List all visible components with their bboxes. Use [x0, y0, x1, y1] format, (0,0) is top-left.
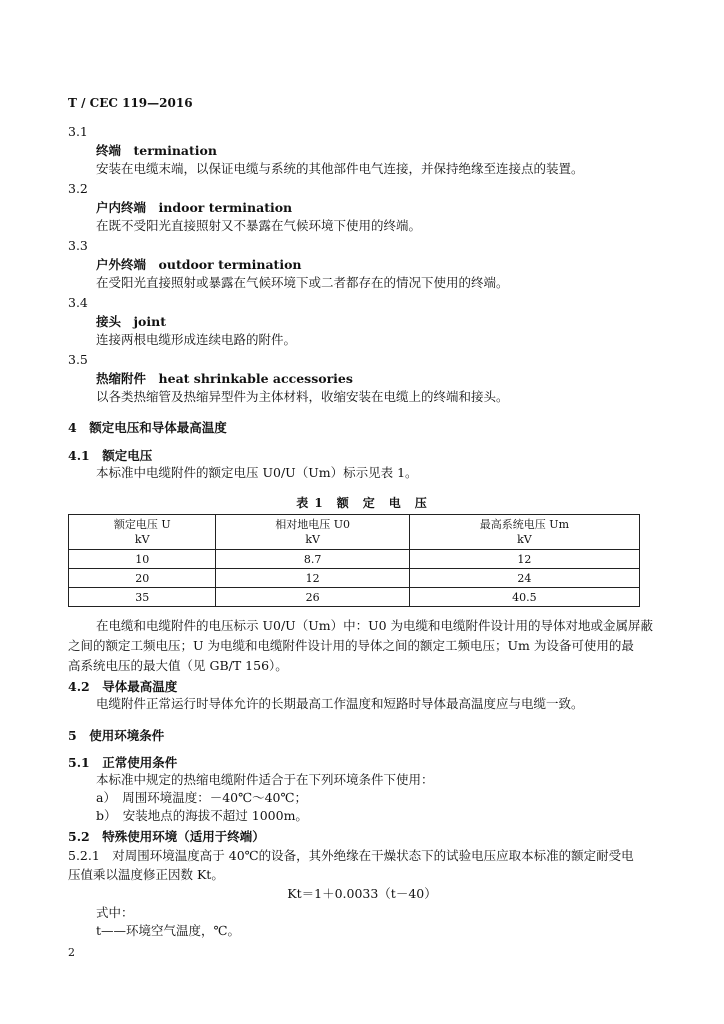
table-row	[69, 588, 640, 607]
term-title	[96, 313, 166, 331]
term-title	[96, 370, 353, 388]
table-cell: 20	[69, 569, 216, 588]
term-en: heat shrinkable accessories	[158, 371, 353, 386]
term-title	[96, 142, 217, 160]
term-number: 3.5	[68, 352, 88, 367]
term-cn: 终端	[96, 143, 122, 158]
header-line: 额定电压 U	[113, 518, 171, 531]
section-4-2-text: 电缆附件正常运行时导体允许的长期最高工作温度和短路时导体最高温度应与电缆一致。	[96, 696, 584, 711]
term-definition: 以各类热缩管及热缩异型件为主体材料，收缩安装在电缆上的终端和接头。	[96, 389, 509, 404]
table-note-line: 之间的额定工频电压；U 为电缆和电缆附件设计用的导体之间的额定工频电压；Um 为设备可使用的最	[68, 638, 634, 653]
table-header-row	[69, 515, 640, 550]
list-label: a）	[96, 790, 110, 805]
section-4-2-title: 4.2 导体最高温度	[68, 679, 178, 694]
header-line: 最高系统电压 Um	[479, 518, 569, 531]
document-code-header: T / CEC 119—2016	[68, 96, 193, 110]
section-5-2-1-line: 5.2.1 对周围环境温度高于 40℃的设备，其外绝缘在干燥状态下的试验电压应取本标准的额定耐受电	[68, 848, 634, 863]
section-5-title: 5 使用环境条件	[68, 728, 165, 743]
list-item	[96, 807, 308, 825]
table-cell: 8.7	[216, 550, 409, 569]
table-cell: 24	[409, 569, 639, 588]
term-en: indoor termination	[158, 200, 293, 215]
term-number: 3.4	[68, 295, 88, 310]
term-cn: 户内终端	[96, 200, 147, 215]
list-item	[96, 789, 307, 807]
section-5-2-1-line: 压值乘以温度修正因数 Kt。	[68, 867, 224, 882]
table-row	[69, 569, 640, 588]
table-cell: 40.5	[409, 588, 639, 607]
table-cell: 35	[69, 588, 216, 607]
rated-voltage-table	[68, 514, 640, 607]
table-caption: 表 1 额 定 电 压	[296, 496, 428, 510]
section-4-1-title: 4.1 额定电压	[68, 448, 153, 463]
term-definition: 连接两根电缆形成连续电路的附件。	[96, 332, 297, 347]
term-number: 3.2	[68, 181, 88, 196]
section-4-1-text: 本标准中电缆附件的额定电压 U0/U（Um）标示见表 1。	[96, 465, 418, 480]
table-cell: 10	[69, 550, 216, 569]
table-note-line: 高系统电压的最大值（见 GB/T 156）。	[68, 658, 288, 673]
table-note-line: 在电缆和电缆附件的电压标示 U0/U（Um）中：U0 为电缆和电缆附件设计用的导体对地或金属屏蔽	[96, 618, 654, 633]
page-number: 2	[68, 946, 75, 959]
table-cell: 12	[409, 550, 639, 569]
list-label: b）	[96, 808, 111, 823]
term-cn: 热缩附件	[96, 371, 147, 386]
term-definition: 在既不受阳光直接照射又不暴露在气候环境下使用的终端。	[96, 218, 422, 233]
table-header-cell	[69, 515, 216, 550]
term-definition: 在受阳光直接照射或暴露在气候环境下或二者都存在的情况下使用的终端。	[96, 275, 509, 290]
formula: Kt＝1＋0.0033（t－40）	[287, 886, 437, 901]
table-header-cell	[409, 515, 639, 550]
term-number: 3.1	[68, 124, 88, 139]
section-5-1-text: 本标准中规定的热缩电缆附件适合于在下列环境条件下使用：	[96, 772, 434, 787]
where-label: 式中：	[96, 905, 134, 920]
term-title	[96, 199, 292, 217]
table-cell: 26	[216, 588, 409, 607]
where-definition: t——环境空气温度，℃。	[96, 923, 241, 938]
list-text: 安装地点的海拔不超过 1000m。	[122, 808, 308, 823]
term-cn: 户外终端	[96, 257, 147, 272]
term-definition: 安装在电缆末端，以保证电缆与系统的其他部件电气连接，并保持绝缘至连接点的装置。	[96, 161, 584, 176]
section-5-2-title: 5.2 特殊使用环境（适用于终端）	[68, 829, 265, 844]
header-unit: kV	[517, 533, 532, 546]
section-5-1-title: 5.1 正常使用条件	[68, 755, 178, 770]
term-cn: 接头	[96, 314, 122, 329]
table-header-cell	[216, 515, 409, 550]
table-row	[69, 550, 640, 569]
term-number: 3.3	[68, 238, 88, 253]
header-unit: kV	[305, 533, 320, 546]
term-title	[96, 256, 302, 274]
section-4-title: 4 额定电压和导体最高温度	[68, 420, 227, 435]
term-en: outdoor termination	[158, 257, 302, 272]
list-text: 周围环境温度：－40℃～40℃；	[122, 790, 307, 805]
header-unit: kV	[134, 533, 150, 546]
table-cell: 12	[216, 569, 409, 588]
term-en: termination	[133, 143, 217, 158]
header-line: 相对地电压 U0	[275, 518, 350, 531]
term-en: joint	[133, 314, 167, 329]
